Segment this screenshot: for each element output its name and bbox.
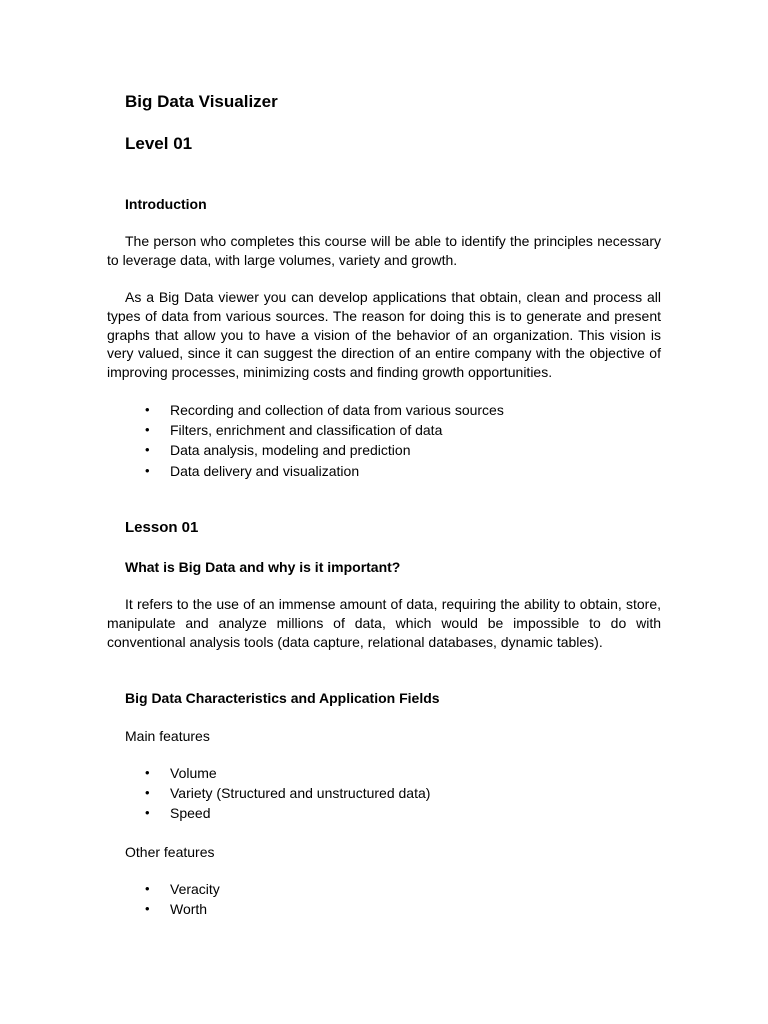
list-item: • Data analysis, modeling and prediction bbox=[145, 440, 504, 460]
list-item: • Filters, enrichment and classification of data bbox=[145, 420, 504, 440]
list-item: • Variety (Structured and unstructured data) bbox=[145, 783, 430, 803]
other-features-label: Other features bbox=[125, 844, 215, 860]
list-item: • Veracity bbox=[145, 879, 220, 899]
bullet-icon: • bbox=[145, 462, 150, 478]
bullet-icon: • bbox=[145, 785, 150, 801]
lesson-heading: Lesson 01 bbox=[125, 519, 199, 536]
list-item: • Data delivery and visualization bbox=[145, 461, 504, 481]
introduction-heading: Introduction bbox=[125, 196, 207, 212]
main-features-label: Main features bbox=[125, 728, 210, 744]
bullet-icon: • bbox=[145, 765, 150, 780]
main-features-list bbox=[145, 763, 430, 824]
bullet-icon: • bbox=[145, 442, 150, 458]
bullet-icon: • bbox=[145, 881, 150, 896]
bullet-icon: • bbox=[145, 422, 150, 438]
list-item: • Worth bbox=[145, 899, 220, 919]
list-item: • Recording and collection of data from various sources bbox=[145, 400, 504, 420]
other-features-list bbox=[145, 879, 220, 919]
lesson-question-heading: What is Big Data and why is it important? bbox=[125, 559, 401, 575]
intro-paragraph-2: As a Big Data viewer you can develop applications that obtain, clean and process all types of data from various sources. The reason for doing this is to generate and present graphs that allow you to have a vision of the behavior of an organization. This vision is very valued, since it can suggest the direction of an entire company with the objective of improving processes, minimizing costs and finding growth opportunities. bbox=[107, 289, 661, 381]
intro-paragraph-1: The person who completes this course will be able to identify the principles necessary to leverage data, with large volumes, variety and growth. bbox=[107, 233, 661, 268]
bullet-icon: • bbox=[145, 805, 150, 821]
level-heading: Level 01 bbox=[125, 134, 193, 153]
lesson-paragraph: It refers to the use of an immense amount of data, requiring the ability to obtain, store, manipulate and analyze millions of data, which would be impossible to do with conventional analysis tools (data capture, relational databases, dynamic tables). bbox=[107, 596, 661, 650]
document-title: Big Data Visualizer bbox=[125, 92, 278, 111]
bullet-icon: • bbox=[145, 402, 150, 417]
list-item: • Volume bbox=[145, 763, 430, 783]
list-item: • Speed bbox=[145, 803, 430, 823]
intro-bullet-list bbox=[145, 400, 504, 481]
bullet-icon: • bbox=[145, 901, 150, 917]
characteristics-heading: Big Data Characteristics and Application Fields bbox=[125, 690, 440, 706]
